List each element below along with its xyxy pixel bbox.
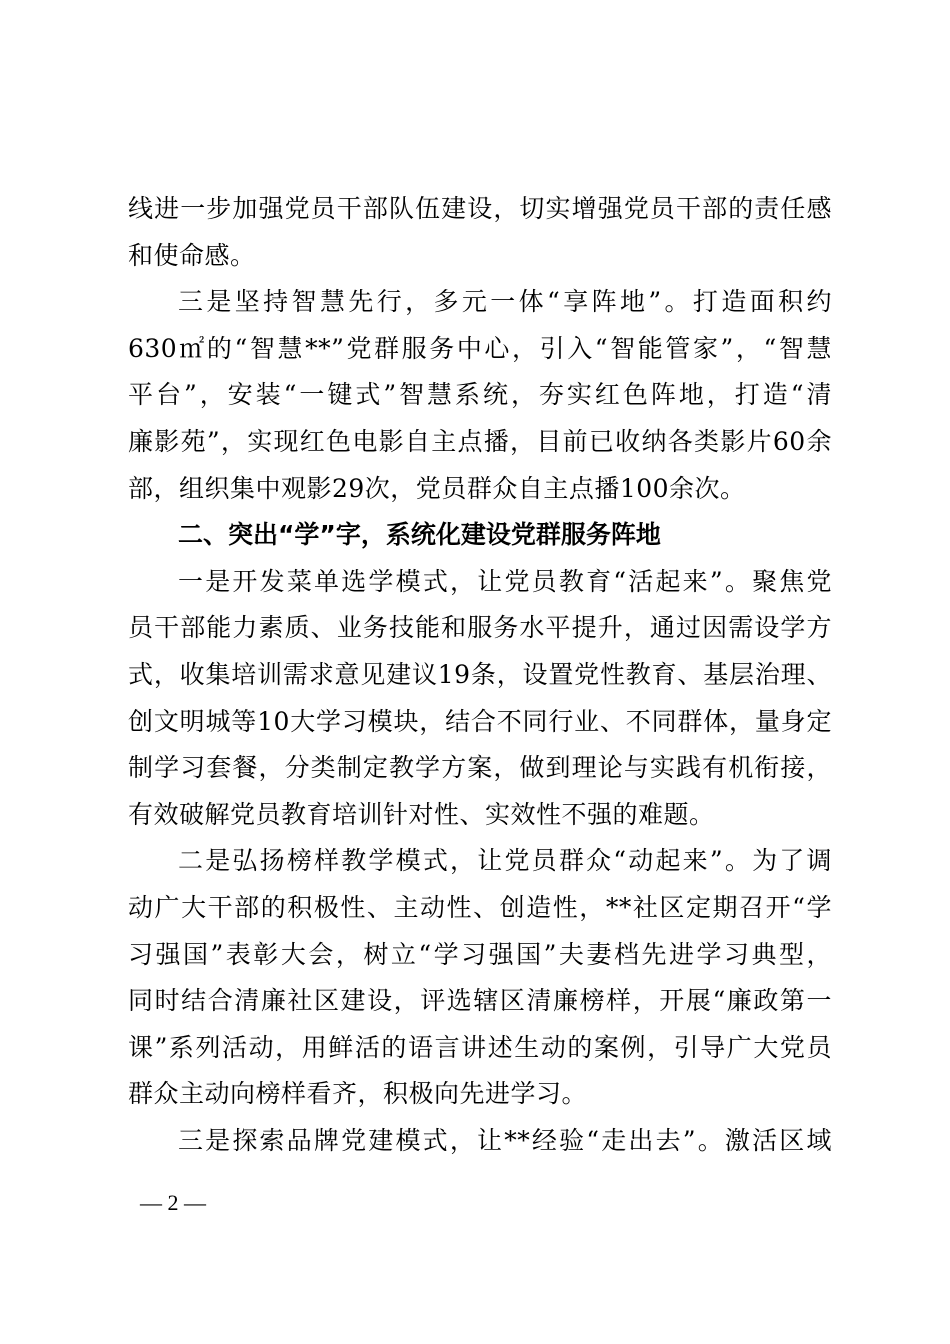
text-line: 和使命感。: [128, 240, 256, 270]
page-number: — 2 —: [140, 1190, 206, 1215]
body-text: [128, 186, 832, 1164]
text-line: 线进一步加强党员干部队伍建设，切实增强党员干部的责任感: [128, 194, 832, 223]
text-line: 部，组织集中观影29次，党员群众自主点播100余次。: [128, 473, 746, 503]
text-line: 群众主动向榜样看齐，积极向先进学习。: [128, 1079, 588, 1109]
text-line: 二是弘扬榜样教学模式，让党员群众“动起来”。为了调: [178, 846, 832, 876]
text-line: 员干部能力素质、业务技能和服务水平提升，通过因需设学方: [128, 613, 832, 643]
section-heading: 二、突出“学”字，系统化建设党群服务阵地: [178, 520, 661, 550]
text-line: 同时结合清廉社区建设，评选辖区清廉榜样，开展“廉政第一: [128, 986, 832, 1016]
text-line: 课”系列活动，用鲜活的语言讲述生动的案例，引导广大党员: [128, 1032, 832, 1062]
text-line: 630㎡的“智慧**”党群服务中心，引入“智能管家”，“智慧: [128, 333, 832, 363]
text-line: 三是探索品牌党建模式，让**经验“走出去”。激活区域: [178, 1125, 832, 1155]
text-line: 有效破解党员教育培训针对性、实效性不强的难题。: [128, 799, 715, 829]
text-line: 平台”，安装“一键式”智慧系统，夯实红色阵地，打造“清: [128, 380, 832, 410]
text-line: 习强国”表彰大会，树立“学习强国”夫妻档先进学习典型，: [128, 939, 832, 969]
text-line: 创文明城等10大学习模块，结合不同行业、不同群体，量身定: [128, 706, 832, 736]
text-line: 三是坚持智慧先行，多元一体“享阵地”。打造面积约: [178, 287, 832, 317]
text-line: 一是开发菜单选学模式，让党员教育“活起来”。聚焦党: [178, 566, 832, 596]
text-line: 动广大干部的积极性、主动性、创造性，**社区定期召开“学: [128, 892, 832, 922]
text-line: 式，收集培训需求意见建议19条，设置党性教育、基层治理、: [128, 659, 832, 689]
text-line: 廉影苑”，实现红色电影自主点播，目前已收纳各类影片60余: [128, 426, 832, 456]
text-line: 制学习套餐，分类制定教学方案，做到理论与实践有机衔接，: [128, 753, 832, 783]
